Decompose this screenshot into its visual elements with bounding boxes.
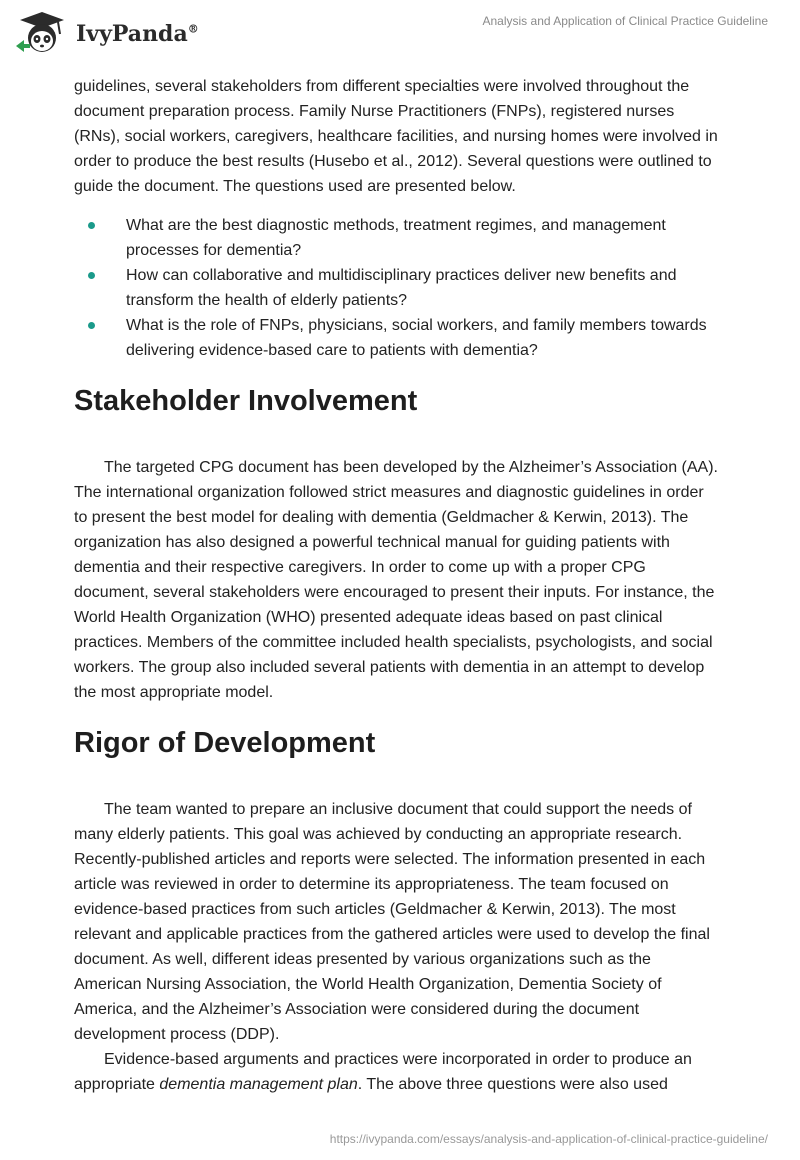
- list-item: What are the best diagnostic methods, treatment regimes, and management processes for dementia?: [74, 213, 720, 263]
- intro-paragraph: guidelines, several stakeholders from different specialties were involved throughout the document preparation process. Family Nurse Practitioners (FNPs), registered nurses (RNs), social workers, caregivers, healthcare facilities, and nursing homes were involved in order to produce the best results (Husebo et al., 2012). Several questions were outlined to guide the document. The questions used are presented below.: [74, 78, 718, 195]
- emphasis-text: dementia management plan: [159, 1076, 358, 1093]
- panda-logo-icon: [14, 10, 70, 58]
- essay-body: [74, 74, 720, 1097]
- list-item: How can collaborative and multidisciplinary practices deliver new benefits and transform the health of elderly patients?: [74, 263, 720, 313]
- page-header: [0, 0, 800, 64]
- brand-name: IvyPanda®: [76, 21, 199, 47]
- rigor-paragraph-2: Evidence-based arguments and practices were incorporated in order to produce an appropriate dementia management plan. The above three questions were also used: [74, 1051, 692, 1093]
- running-title: Analysis and Application of Clinical Practice Guideline: [482, 14, 768, 28]
- questions-list: [74, 213, 720, 363]
- list-item: What is the role of FNPs, physicians, social workers, and family members towards delivering evidence-based care to patients with dementia?: [74, 313, 720, 363]
- rigor-paragraph-1: The team wanted to prepare an inclusive document that could support the needs of many elderly patients. This goal was achieved by conducting an appropriate research. Recently-published articles and reports were selected. The information presented in each article was reviewed in order to determine its appropriateness. The team focused on evidence-based practices from such articles (Geldmacher & Kerwin, 2013). The most relevant and applicable practices from the gathered articles were used to develop the final document. As well, different ideas presented by various organizations such as the American Nursing Association, the World Health Organization, Dementia Society of America, and the Alzheimer’s Association were considered during the document development process (DDP).: [74, 801, 710, 1043]
- section-heading-rigor-of-development: Rigor of Development: [74, 727, 376, 759]
- section-heading-stakeholder-involvement: Stakeholder Involvement: [74, 385, 418, 417]
- source-url[interactable]: https://ivypanda.com/essays/analysis-and-application-of-clinical-practice-guideline/: [329, 1132, 768, 1146]
- bullet-icon: [88, 272, 95, 279]
- logo[interactable]: [14, 10, 199, 58]
- bullet-icon: [88, 222, 95, 229]
- bullet-icon: [88, 322, 95, 329]
- stakeholder-paragraph: The targeted CPG document has been developed by the Alzheimer’s Association (AA). The international organization followed strict measures and diagnostic guidelines in order to present the best model for dealing with dementia (Geldmacher & Kerwin, 2013). The organization has also designed a powerful technical manual for guiding patients with dementia and their respective caregivers. In order to come up with a proper CPG document, several stakeholders were encouraged to present their inputs. For instance, the World Health Organization (WHO) presented adequate ideas based on past clinical practices. Members of the committee included health specialists, psychologists, and social workers. The group also included several patients with dementia in an attempt to develop the most appropriate model.: [74, 459, 718, 701]
